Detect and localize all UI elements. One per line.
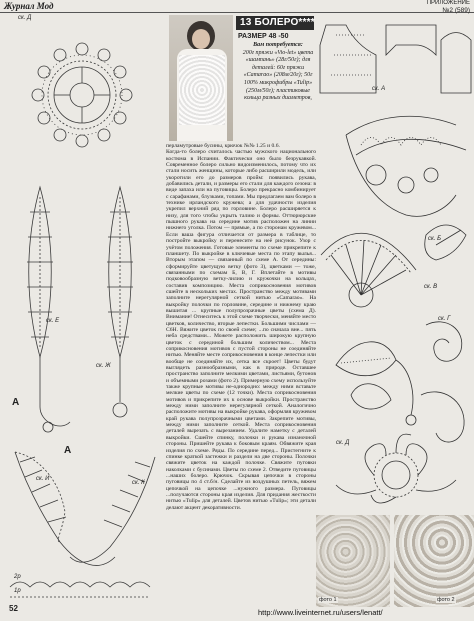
photo-2-caption: фото 2: [437, 597, 455, 603]
label-sk-d-left: ск. Д: [18, 15, 32, 21]
supplement-label: ПРИЛОЖЕНИЕ: [426, 0, 470, 6]
pattern-schema: [316, 15, 474, 95]
right-diagrams: [316, 95, 474, 515]
label-sk-d: ск. Д: [336, 440, 350, 446]
issue-number: №2 (589): [442, 7, 470, 14]
label-sk-a: ск. А: [372, 86, 386, 92]
article-size: РАЗМЕР 48 -50: [238, 33, 289, 40]
tools-text: перламутровые бусины, крючок №№ 1.25 и 0.6.: [166, 143, 280, 149]
label-sk-b: ск. Б: [428, 236, 442, 242]
label-row-2: 2р: [14, 574, 21, 580]
magazine-logo: Журнал Мод: [4, 1, 54, 11]
page-number: 52: [9, 604, 18, 613]
detail-photo-1: [316, 515, 390, 607]
label-sk-zh: ск. Ж: [96, 363, 111, 369]
label-a-1: А: [12, 397, 20, 408]
label-sk-k: ск. К: [132, 480, 145, 486]
label-sk-v: ск. В: [424, 284, 438, 290]
materials-block: [240, 42, 316, 103]
label-row-1: 1р: [14, 588, 21, 594]
footer-url[interactable]: http://www.liveinternet.ru/users/lenatt/: [258, 608, 383, 617]
detail-photos: [316, 515, 474, 607]
detail-photo-2: [394, 515, 474, 607]
materials-heading: Вам потребуется:: [253, 42, 303, 48]
label-a-2: А: [64, 445, 72, 456]
header-right: [427, 0, 470, 14]
materials-text: 200г пряжи «Vio-let» цвета «шампань» (28г/50г); для деталей: 60г пряжи «Camarao» (208м/20г); 50г 100% микрофибры «Tulip» (250м/50г); пластиковые кольца разных диаметров,: [242, 49, 314, 102]
label-sk-e: ск. Е: [46, 318, 60, 324]
label-sk-g: ск. Г: [438, 316, 451, 322]
article-title: 13 БОЛЕРО****: [240, 17, 315, 28]
article-body-text: Когда-то болеро считалось частью мужского национального костюма в Испании. Фактически оно было безрукавкой. Современное болеро сильно видоизменилось, потому что их стали носить женщины, которые либо расширили модель, или укоротили его до размеров пройм: появились рукава, добавились детали, и размеры его стали для каждого сезона: в виде запаха или на пуговицы. Болеро прекрасно комбинирует с сарафанами, блузками, топами. Мы предлагаем вам болеро в технике ирландского кружева; а для удачности изделия укрепил верхний ряд по горловине. Болеро расширяется к низу, для того чтобы укрыть талию и формы. Оттюрюрские пышного рукава на середине мотив расположен на линии нижнего уголка. Потом — прямые, а по сторонам кружевом... Если ваша фигура отличается от размера в таблице, то постройте выкройку и перенесите на неё рисунок. Узор с учётом положения. Готовые элементы по схеме прикрепите к планшету. По выкройке в ключевые места по этапу вылья... Вторым этапом — связанный по схеме А. От середины: сформируйте цветущую ветку (фото 3), цветками — тоже, связанными по схемам Б, В, Г. Вплетайте в мотивы подковообразную ветку-лилию и кружочки на кольцах, составив композицию. Места соприкосновения мотивов сшейте в нескольких местах. Пространство между мотивами заполните нерегулярной сеткой нитью «Camarao». На выкройку полочки по горловине, середине и нижнему краю вышитая ... крупные полупрозрачные цветы (схема Д). Внимание! Отнеситесь к этой схеме творчески, меняйте место цветков, количество, вторые лепестки. Большими числами — C6H. Вяжите цветок по своей схеме; ...по сначала вне... пять неба средствами... Можете расположить широкую крупную цветок с серединой большим количеством... Места соприкосновения мотивов с пустой стороны не соединяйте нитью. Меняйте месте соприкосновения в конце лепестки или вообще не соединяйте их, сетка все скроет! Цветы будут выглядеть разнообразными, как в природе. Оставшее пространство заполните мелкими цветами, листьями, бутонов и объемными розами (фото 2). Примерную схему используйте также крупные мотивы не-однородно: между ними вставьте мелкие цветы по схеме (12 точки). Места соприкосновения мотивов и прикрепите их к основе выкройки. Пространство между ними заполните нерегулярной сеткой. Аналогично расположите мотивы на выкройке рукава, оформляя кружевом край рукава полупрозрачными цветами. Закрепите мотивы, между ними заполните сеткой. Места соприкосновения деталей вырезать с вырезанием. Удалите наметку с деталей выкройки. Сшейте спинку, полочки и рукава изнаночной стороны. Пришейте рукава к боковым краям. Обвяжите края изделия по схеме. Ряды. По середине перед... Пристегните к спинке краткой застежки и раздели на две стороны. Полочки свяжите цветок на каждой полочке. Свяжите пуговки наколками с бусинами. Цветы по схеме 2. Отведите пуговицы ...наших болеро. Крючок. Скрывая цепочки в стороны пуговицы по 4 ст.б/н. Сделайте из воздушных петель, вяжем цепочкой на цепочке ...нужного размера. Пуговицы ...получаются стороны края изделия. Для придания жесткости нитью «Tulip» для деталей. Цветов нитью «Tulip»; эти детали делают акцент декоративности.: [166, 149, 316, 511]
photo-1-caption: фото 1: [319, 597, 337, 603]
left-diagrams: [0, 12, 165, 608]
model-photo: [169, 15, 233, 141]
label-sk-i: ск. И: [36, 476, 50, 482]
article-body: [166, 143, 316, 511]
